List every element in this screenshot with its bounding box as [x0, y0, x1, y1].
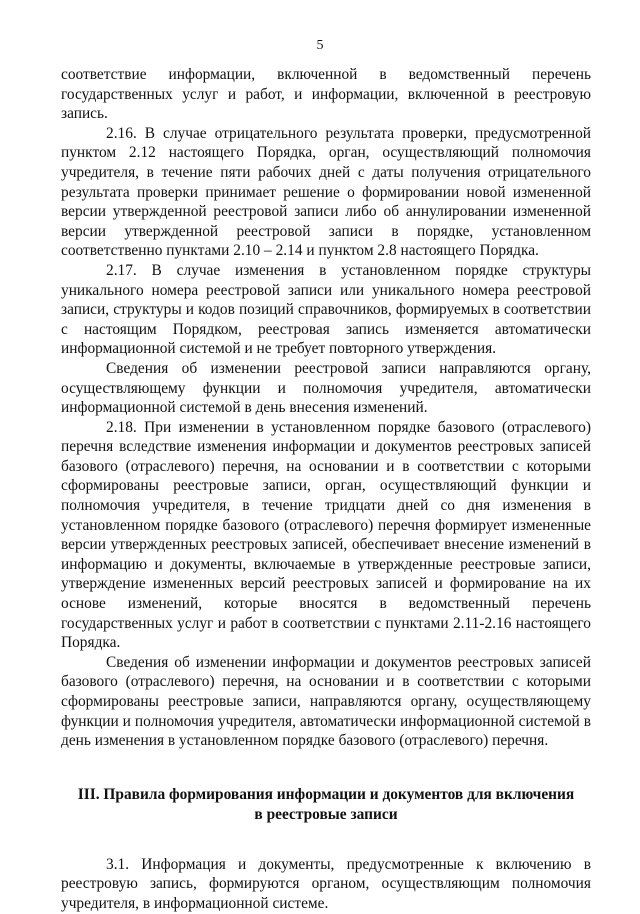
page-number: 5 — [316, 38, 324, 53]
section-heading-line-2: в реестровые записи — [254, 805, 398, 823]
paragraph-2-16: 2.16. В случае отрицательного результата проверки, предусмотренной пунктом 2.12 настоящего Порядка, орган, осуществляющий полномочия учредителя, в течение пяти рабочих дней с даты получения отрицательного результата проверки принимает решение о формировании новой измененной версии утвержденной реестровой записи либо об аннулировании измененной версии утвержденной реестровой записи в порядке, установленном соответственно пунктами 2.10 – 2.14 и пунктом 2.8 настоящего Порядка. — [61, 124, 591, 260]
section-heading — [61, 785, 591, 825]
paragraph-2-17-notice: Сведения об изменении реестровой записи направляются органу, осуществляющему функции и полномочия учредителя, автоматически информационной системой в день внесения изменений. — [61, 359, 591, 417]
paragraph-2-17: 2.17. В случае изменения в установленном порядке структуры уникального номера реестровой записи или уникального номера реестровой записи, структуры и кодов позиций справочников, формируемых в соответствии с настоящим Порядком, реестровая запись изменяется автоматически информационной системой и не требует повторного утверждения. — [61, 261, 591, 358]
paragraph-2-18-notice: Сведения об изменении информации и документов реестровых записей базового (отраслевого) перечня, на основании и в соответствии с которыми сформированы реестровые записи, направляются органу, осуществляющему функции и полномочия учредителя, автоматически информационной системой в день изменения в установленном порядке базового (отраслевого) перечня. — [61, 653, 591, 750]
paragraph-2-18: 2.18. При изменении в установленном порядке базового (отраслевого) перечня вследствие изменения информации и документов реестровых записей базового (отраслевого) перечня, на основании и в соответствии с которыми сформированы реестровые записи, орган, осуществляющий функции и полномочия учредителя, в течение тридцати дней со дня изменения в установленном порядке базового (отраслевого) перечня формирует измененные версии утвержденных реестровых записей, обеспечивает внесение изменений в информацию и документы, включаемые в утвержденные реестровые записи, утверждение измененных версий реестровых записей и формирование на их основе изменений, которые вносятся в ведомственный перечень государственных услуг и работ в соответствии с пунктами 2.11-2.16 настоящего Порядка. — [61, 418, 591, 652]
document-body — [61, 65, 591, 914]
paragraph-3-1: 3.1. Информация и документы, предусмотренные к включению в реестровую запись, формируются органом, осуществляющим полномочия учредителя, в информационной системе. — [61, 855, 591, 912]
section-heading-line-1: III. Правила формирования информации и документов для включения — [77, 785, 575, 803]
paragraph-continuation: соответствие информации, включенной в ведомственный перечень государственных услуг и работ, и информации, включенной в реестровую запись. — [61, 66, 591, 123]
